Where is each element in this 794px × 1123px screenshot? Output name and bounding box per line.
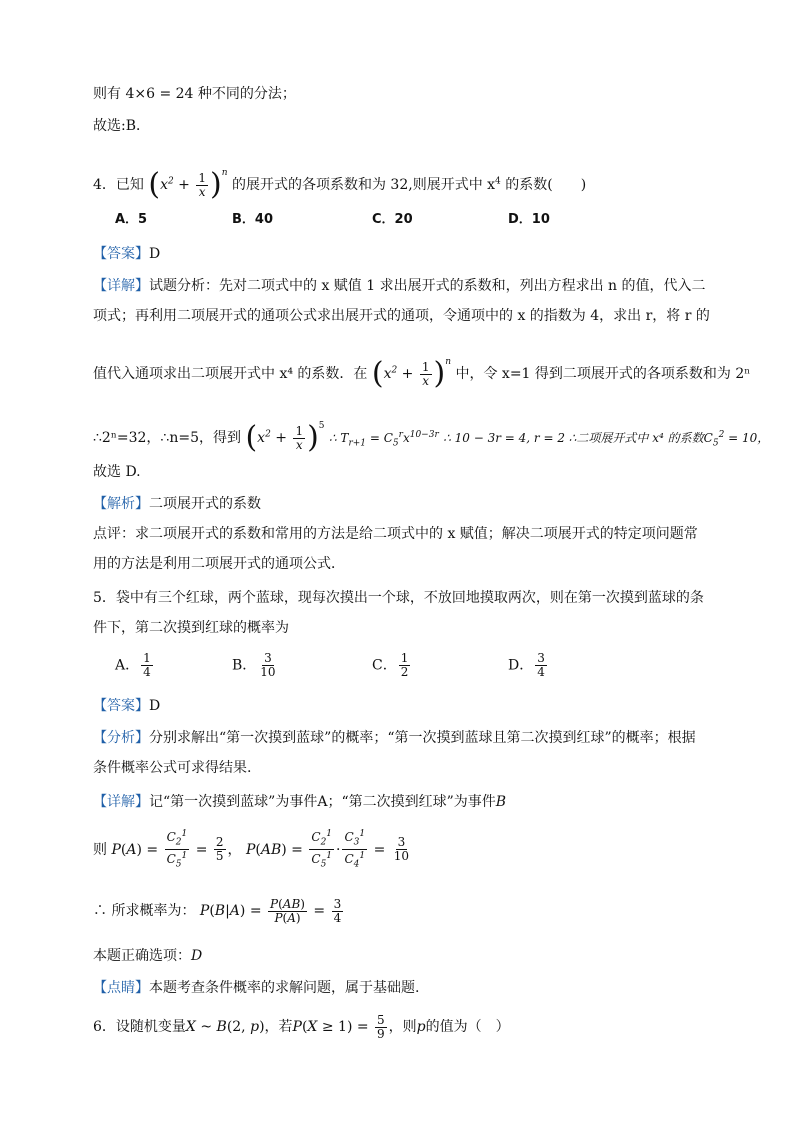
prob-a-value: $\frac{2}{5}$ [215,835,224,864]
right-paren: ) [433,356,446,391]
exponent: 4 [495,176,501,187]
q5-correct-line [93,946,202,966]
answer-value: D [149,246,161,262]
denominator: 10 [260,665,276,679]
text: = 10， [724,431,770,445]
answer-value: D [149,698,161,714]
right-paren: ) [307,420,319,455]
exponent-n: n [445,357,452,367]
text: ；“第二次摸到红球”为事件 [327,794,496,810]
prob-a-label: P(A) = [111,841,163,858]
q5-analysis-line-2: 条件概率公式可求得结果. [93,760,252,776]
detail-tag: 【详解】 [93,794,149,810]
text: 分别求解出“第一次摸到蓝球”的概率；“第一次摸到蓝球且第二次摸到红球”的概率；根据 [149,730,696,746]
text: 则 [93,841,107,858]
denominator: 2 [400,665,409,679]
math-expr: 4×6 = 24 [125,86,194,102]
q5-option-b [232,652,280,679]
q4-detail-line-1 [93,276,706,296]
option-fraction [535,652,547,679]
text: 二项展开式的系数 [149,496,261,512]
left-paren: ( [245,420,258,455]
q4-option-c: C．20 [372,212,413,227]
exponent-n: n [221,168,228,178]
event-a: A [317,794,328,810]
numerator: 3 [264,651,272,665]
text: 值代入通项求出二项展开式中 x⁴ 的系数．在 [93,366,368,382]
fraction-1-over-x: $\frac{1}{x}$ [198,170,207,199]
q4-stem [93,158,587,202]
q5-option-c [372,652,412,679]
option-fraction [399,652,411,679]
fraction-1-over-x: $\frac{1}{x}$ [421,359,430,388]
detail-tag: 【详解】 [93,278,149,294]
text: 本题正确选项： [93,948,191,964]
text: 试题分析：先对二项式中的 x 赋值 1 求出展开式的系数和，列出方程求出 n 的值，代入二 [149,278,706,294]
question-number: 4．已知 [93,177,144,193]
q5-dianjing-line [93,978,419,998]
text: 则有 [93,86,121,102]
numerator: 1 [143,651,151,665]
q4-detail-line-4 [93,410,770,455]
q4-comment-line-2: 用的方法是利用二项展开式的通项公式． [93,556,345,572]
q5-conditional-line: ∴ 所求概率为： P(B|A) = $\frac{P(AB)}{P(A)}$ = $\frac{3}{4}$ [93,896,342,925]
parameter-p: p [416,1019,426,1035]
q5-answer-line [93,696,160,716]
exponent-5: 5 [318,421,325,431]
q5-option-d [508,652,549,679]
q3-choice-line: 故选:B． [93,118,151,134]
q4-detail-line-5: 故选 D. [93,464,141,480]
q4-answer-line [93,244,160,264]
q4-detail-line-2: 项式；再利用二项展开式的通项公式求出展开式的通项，令通项中的 x 的指数为 4，求出 r，将 r 的 [93,308,710,324]
probability-condition: P(X ≥ 1) = [292,1019,374,1035]
option-label: D． [508,657,534,674]
random-variable-distribution: X ~ B(2, p) [185,1019,265,1035]
analysis-tag: 【分析】 [93,730,149,746]
text: ∴ T [328,431,349,445]
prob-ab-combination-fraction-1: $\frac{C_2^1}{C_5^1}$ [311,829,333,870]
text: 种不同的分法； [197,86,296,102]
prob-ab-value: $\frac{3}{10}$ [393,835,410,864]
q4-option-b: B．40 [232,212,273,227]
option-label: C． [372,657,397,674]
q5-probability-line: 则 P(A) = $\frac{C_2^1}{C_5^1}$ = $\frac{2}{5}$ ， P(AB) = $\frac{C_2^1}{C_5^1}$ · $\frac{C_3^1}{C_4^1}$ = $\frac{3}{10}$ [93,829,410,870]
combination: $C_5^2$ [703,430,725,449]
q4-comment-line-1: 点评：求二项展开式的系数和常用的方法是给二项式中的 x 赋值；解决二项展开式的特定项问题常 [93,526,698,542]
dianjing-tag: 【点睛】 [93,980,149,996]
text: 的展开式的各项系数和为 32,则展开式中 x [231,177,496,193]
option-label: A． [115,657,140,674]
text: 中，令 x=1 得到二项展开式的各项系数和为 2ⁿ [455,366,751,382]
text: ，则 [388,1019,417,1035]
text: ∴2ⁿ=32，∴n=5，得到 [93,430,241,446]
q6-stem [93,1010,510,1044]
correct-option: D [191,948,203,964]
q3-conclusion-line [93,84,296,104]
text: 本题考查条件概率的求解问题，属于基础题. [149,980,420,996]
option-label: B． [232,657,257,674]
q5-stem-line-2: 件下，第二次摸到红球的概率为 [93,620,289,636]
text: ，若 [264,1019,293,1035]
text: ∴ 所求概率为： [93,903,196,919]
numerator: 3 [537,651,545,665]
left-paren: ( [148,167,161,202]
prob-a-combination-fraction: $\frac{C_2^1}{C_5^1}$ [166,829,188,870]
binomial-base: $x^2$ + [383,365,418,382]
numerator: 1 [400,651,409,665]
probability-fraction: $\frac{5}{9}$ [377,1012,385,1041]
q4-detail-line-3 [93,346,751,391]
prob-ab-label: P(AB) = [245,841,308,858]
prob-ab-combination-fraction-2: $\frac{C_3^1}{C_4^1}$ [344,829,366,870]
option-fraction [141,652,153,679]
cond-prob-value: $\frac{3}{4}$ [333,896,342,925]
cond-prob-fraction: $\frac{P(AB)}{P(A)}$ [270,896,305,925]
event-b: B [495,794,507,810]
text: 的系数( ) [500,177,587,193]
answer-tag: 【答案】 [93,698,149,714]
q4-analysis-line [93,494,261,514]
binomial-base: $x^2$ + [257,429,292,446]
option-fraction [258,652,277,679]
q5-stem-line-1: 5．袋中有三个红球，两个蓝球，现每次摸出一个球，不放回地摸取两次，则在第一次摸到蓝球的条 [93,590,704,606]
text: ∴ 10 − 3r = 4, r = 2 ∴二项展开式中 x⁴ 的系数 [443,431,704,445]
binomial-base: $x^2$ + [160,176,195,193]
text: 记“第一次摸到蓝球”为事件 [149,794,318,810]
q5-analysis-line-1 [93,728,696,748]
q4-option-d: D．10 [508,212,550,227]
question-number: 6．设随机变量 [93,1019,186,1035]
right-paren: ) [210,167,222,202]
q4-option-a: A．5 [115,212,148,227]
general-term: ∴ $T_{r+1} = C_5^rx^{10-3r}$ [328,430,439,449]
analysis-tag: 【解析】 [93,496,149,512]
fraction-1-over-x: $\frac{1}{x}$ [295,423,304,452]
cond-prob-label: P(B|A) = [199,903,267,919]
answer-tag: 【答案】 [93,246,149,262]
left-paren: ( [371,356,384,391]
q5-option-a [115,652,155,679]
denominator: 4 [143,665,151,679]
text: 的值为（ ） [425,1019,510,1035]
denominator: 4 [537,665,545,679]
q5-detail-line-1 [93,792,506,812]
